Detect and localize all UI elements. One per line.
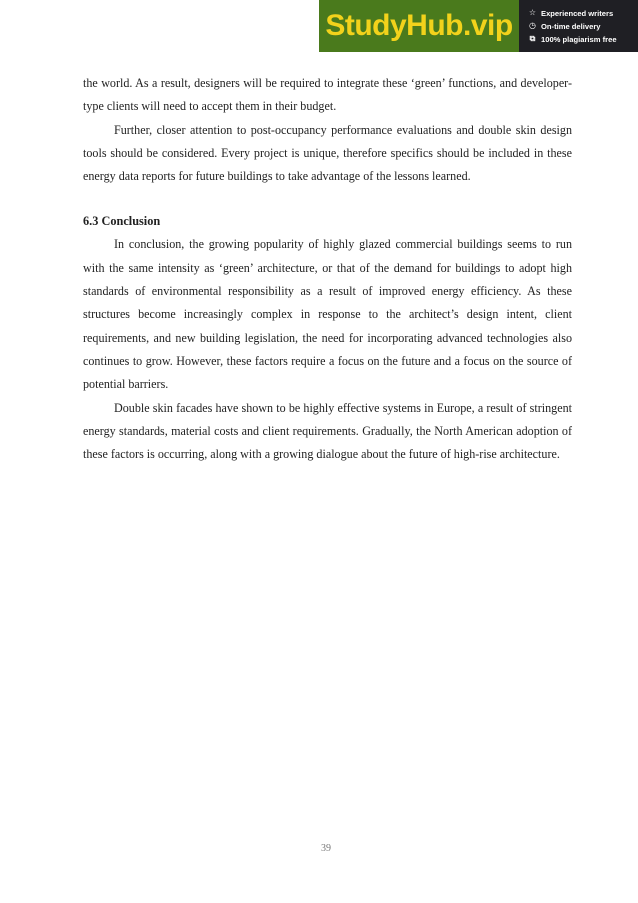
studyhub-logo-box[interactable]	[319, 0, 519, 52]
paragraph-post-occupancy: Further, closer attention to post-occupancy performance evaluations and double skin design tools should be considered. Every project is unique, therefore specifics should be included in these energy data reports for future buildings to take advantage of the lessons learned.	[83, 122, 572, 184]
perk-label: 100% plagiarism free	[541, 34, 617, 44]
paragraph-conclusion-1: In conclusion, the growing popularity of highly glazed commercial buildings seems to run with the same intensity as ‘green’ architecture, or that of the demand for buildings to adopt high standards of environmental responsibility as a result of improved energy efficiency. As these structures become increasingly complex in response to the architect’s design intent, client requirements, and new building legislation, the need for incorporating advanced technologies also continues to grow. However, these factors require a focus on the future and a focus on the source of potential barriers.	[83, 237, 572, 392]
perk-label: Experienced writers	[541, 8, 614, 18]
studyhub-logo-text: StudyHub.vip	[325, 9, 513, 42]
perk-experienced-writers	[528, 7, 638, 20]
perk-plagiarism-free	[528, 33, 638, 46]
page-number: 39	[321, 843, 331, 854]
document-body	[83, 72, 572, 466]
perk-label: On-time delivery	[541, 21, 601, 31]
section-heading-conclusion: 6.3 Conclusion	[83, 214, 161, 229]
perk-on-time-delivery	[528, 20, 638, 33]
banner-perks-list	[519, 0, 638, 52]
paragraph-continuation: the world. As a result, designers will be required to integrate these ‘green’ functions, and developer-type clients will need to accept them in their budget.	[83, 76, 572, 114]
copy-check-icon: ⧉	[529, 34, 536, 43]
clock-icon: ◷	[529, 21, 536, 30]
studyhub-ad-banner[interactable]	[319, 0, 638, 52]
star-icon: ☆	[528, 8, 537, 17]
paragraph-conclusion-2: Double skin facades have shown to be highly effective systems in Europe, a result of stringent energy standards, material costs and client requirements. Gradually, the North American adoption of these factors is occurring, along with a growing dialogue about the future of high-rise architecture.	[83, 400, 572, 462]
